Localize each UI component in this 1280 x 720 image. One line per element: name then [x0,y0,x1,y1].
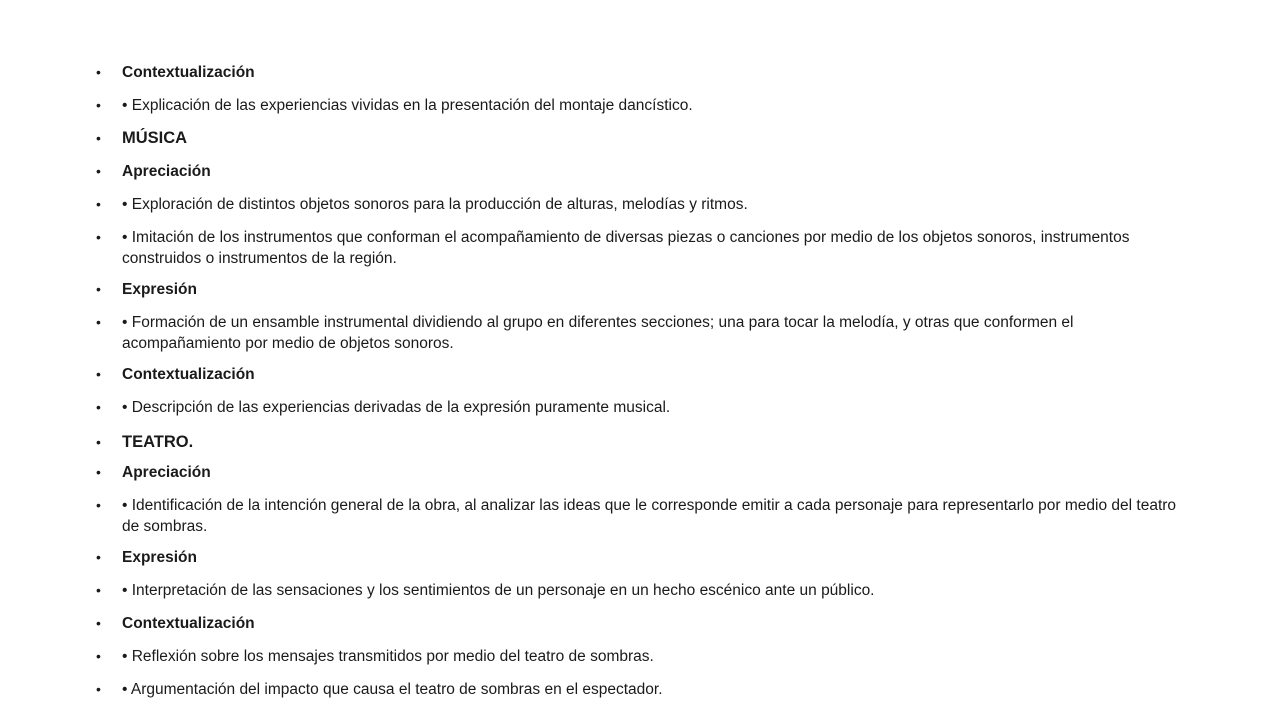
list-item [96,679,1196,700]
bullet-icon: • [96,163,101,179]
heading-expresion-musica [96,279,1196,300]
bullet-icon: • [96,582,101,598]
bullet-icon: • [96,434,101,450]
heading-contextualizacion-teatro [96,613,1196,634]
item-text: • Argumentación del impacto que causa el teatro de sombras en el espectador. [122,681,663,698]
item-text: • Formación de un ensamble instrumental dividiendo al grupo en diferentes secciones; una para tocar la melodía, y otras que conformen el acompañamiento por medio de objetos sonoros. [122,314,1074,352]
heading-contextualizacion-danza [96,62,1196,83]
bullet-icon: • [96,97,101,113]
item-text: • Descripción de las experiencias derivadas de la expresión puramente musical. [122,399,671,416]
heading-expresion-teatro [96,547,1196,568]
bullet-icon: • [96,64,101,80]
bullet-icon: • [96,681,101,697]
bullet-icon: • [96,281,101,297]
bullet-icon: • [96,366,101,382]
item-text: Contextualización [122,64,255,81]
bullet-icon: • [96,130,101,146]
item-text: • Identificación de la intención general de la obra, al analizar las ideas que le corresponde emitir a cada personaje para representarlo por medio del teatro de sombras. [122,497,1177,535]
item-text: • Interpretación de las sensaciones y los sentimientos de un personaje en un hecho escénico ante un público. [122,582,875,599]
list-item [96,580,1196,601]
bullet-icon: • [96,229,101,245]
list-item [96,646,1196,667]
item-text: • Reflexión sobre los mensajes transmitidos por medio del teatro de sombras. [122,648,654,665]
bullet-icon: • [96,615,101,631]
heading-contextualizacion-musica [96,364,1196,385]
section-heading-teatro [96,432,1196,453]
item-text: Apreciación [122,163,211,180]
heading-apreciacion-musica [96,161,1196,182]
bullet-list [96,62,1196,700]
bullet-icon: • [96,497,101,513]
bullet-icon: • [96,196,101,212]
bullet-icon: • [96,399,101,415]
list-item [96,495,1196,537]
bullet-icon: • [96,464,101,480]
item-text: • Exploración de distintos objetos sonoros para la producción de alturas, melodías y ritmos. [122,196,748,213]
item-text: • Explicación de las experiencias vividas en la presentación del montaje dancístico. [122,97,693,114]
bullet-icon: • [96,648,101,664]
list-item [96,227,1196,269]
item-text: • Imitación de los instrumentos que conforman el acompañamiento de diversas piezas o canciones por medio de los objetos sonoros, instrumentos construidos o instrumentos de la región. [122,229,1130,267]
item-text: TEATRO. [122,433,194,451]
item-text: Expresión [122,549,197,566]
bullet-icon: • [96,549,101,565]
item-text: Contextualización [122,615,255,632]
section-heading-musica [96,128,1196,149]
list-item [96,194,1196,215]
item-text: Contextualización [122,366,255,383]
item-text: Apreciación [122,464,211,481]
bullet-icon: • [96,314,101,330]
list-item [96,95,1196,116]
list-item [96,397,1196,418]
list-item [96,312,1196,354]
item-text: Expresión [122,281,197,298]
item-text: MÚSICA [122,129,188,147]
heading-apreciacion-teatro [96,462,1196,483]
